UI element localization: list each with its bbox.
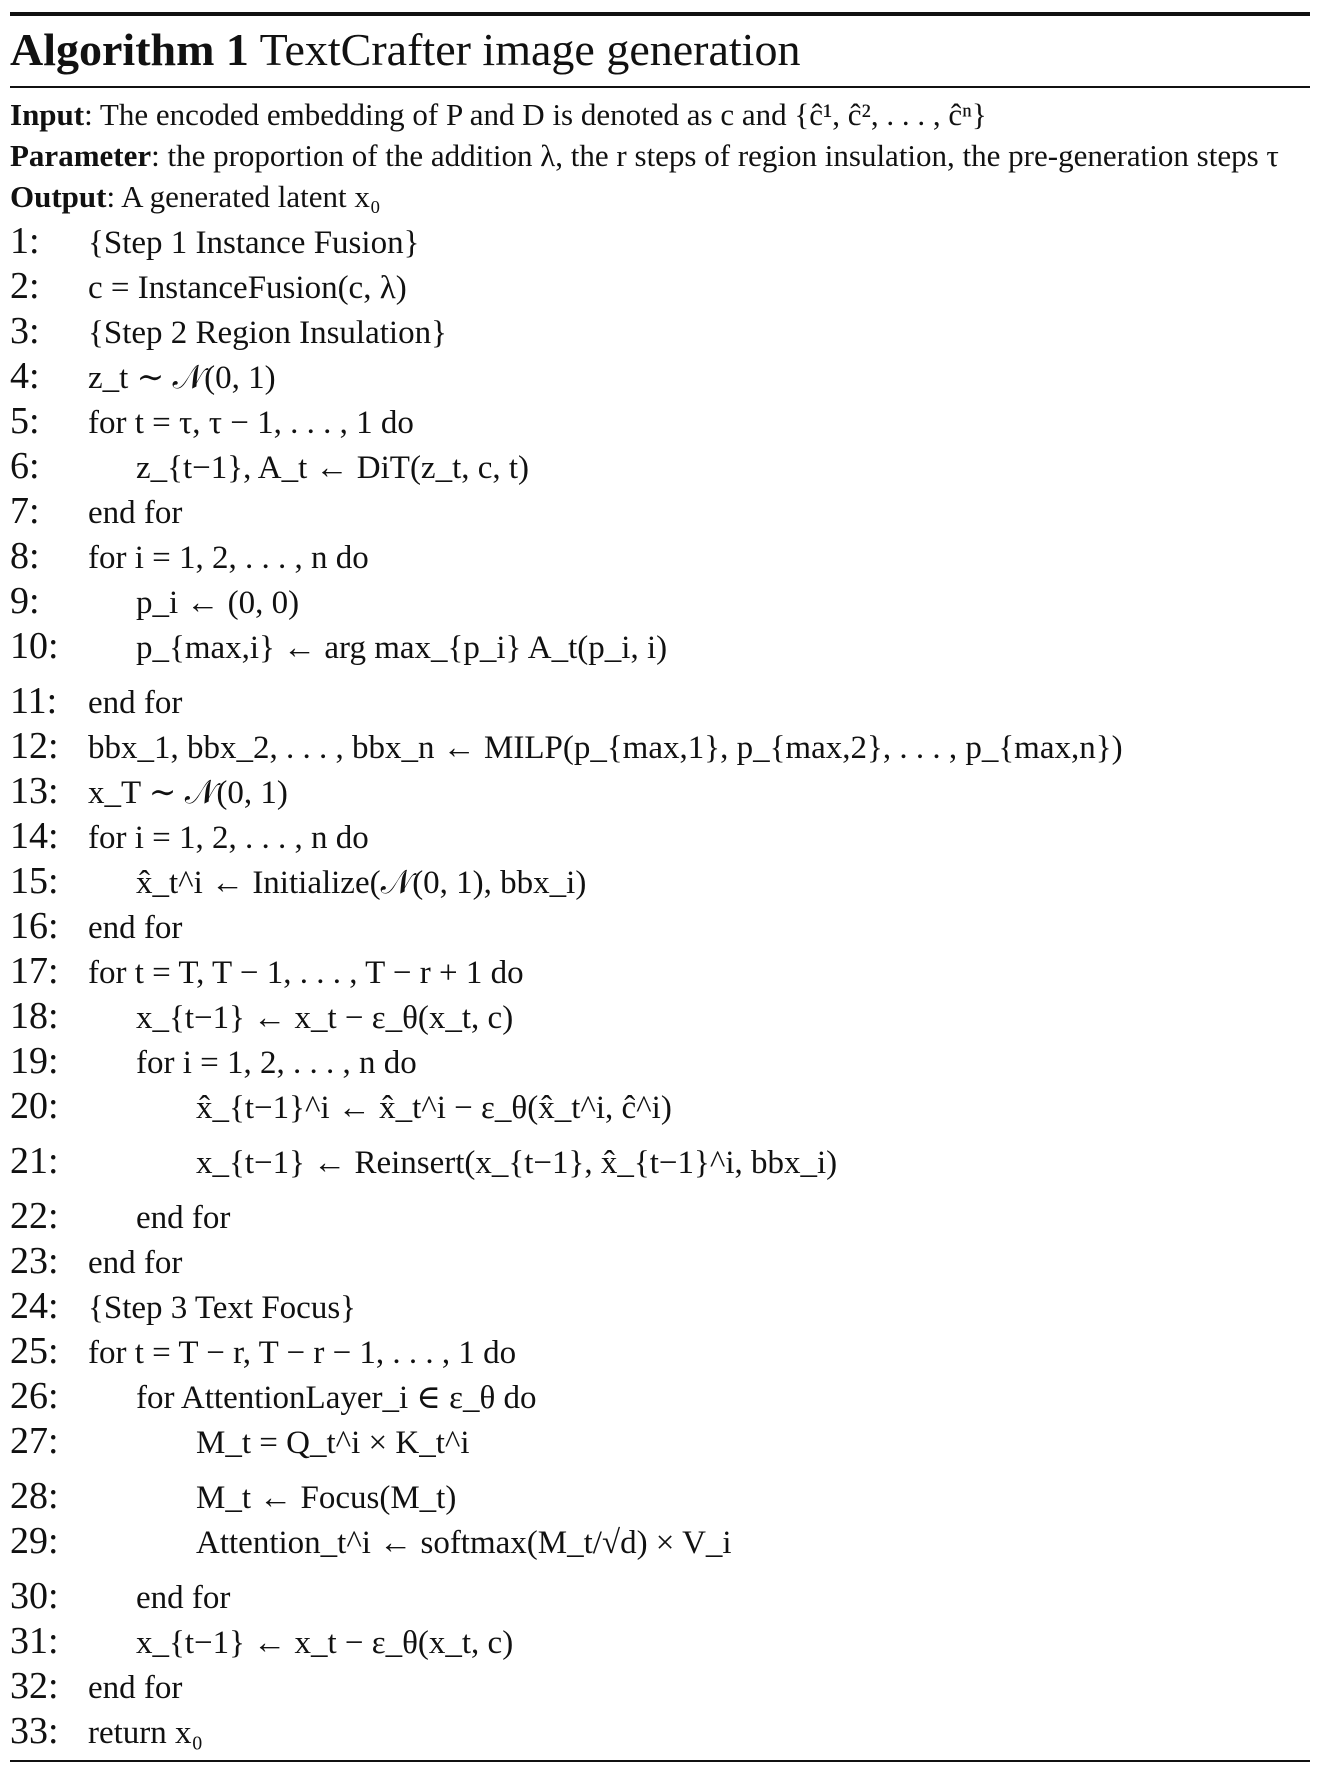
line-code: for t = T, T − 1, . . . , T − r + 1 do	[88, 955, 524, 991]
algorithm-line	[10, 1664, 1310, 1709]
line-code: end for	[88, 1670, 183, 1706]
line-code: end for	[88, 495, 183, 531]
algorithm-line	[10, 534, 1310, 579]
algorithm-line	[10, 264, 1310, 309]
line-number: 30:	[10, 1575, 59, 1617]
line-code: M_t ← Focus(M_t)	[196, 1480, 457, 1516]
line-number: 12:	[10, 725, 59, 767]
line-code: end for	[88, 1245, 183, 1281]
parameter-text: : the proportion of the addition λ, the r steps of region insulation, the pre-generation steps τ	[151, 138, 1279, 173]
line-code: x_{t−1} ← x_t − ε_θ(x_t, c)	[136, 1000, 514, 1036]
line-code: end for	[88, 910, 183, 946]
algorithm-title	[10, 22, 1310, 78]
output-label: Output	[10, 179, 107, 214]
algorithm-line	[10, 624, 1310, 679]
parameter-label: Parameter	[10, 138, 152, 173]
algorithm-line	[10, 724, 1310, 769]
algorithm-line	[10, 579, 1310, 624]
line-code: x̂_{t−1}^i ← x̂_t^i − ε_θ(x̂_t^i, ĉ^i)	[196, 1090, 672, 1126]
line-code: for i = 1, 2, . . . , n do	[88, 820, 369, 856]
line-code: p_{max,i} ← arg max_{p_i} A_t(p_i, i)	[136, 630, 668, 666]
algorithm-line	[10, 219, 1310, 264]
line-number: 3:	[10, 310, 40, 352]
line-number: 27:	[10, 1420, 59, 1462]
line-number: 2:	[10, 265, 40, 307]
line-number: 33:	[10, 1710, 59, 1752]
parameter-row	[10, 135, 1310, 176]
line-code: x̂_t^i ← Initialize(𝒩(0, 1), bbx_i)	[136, 865, 587, 901]
algorithm-line	[10, 1374, 1310, 1419]
algorithm-line	[10, 1284, 1310, 1329]
line-code: end for	[88, 685, 183, 721]
line-number: 17:	[10, 950, 59, 992]
line-code: p_i ← (0, 0)	[136, 585, 300, 621]
line-code: {Step 2 Region Insulation}	[88, 315, 447, 351]
line-number: 24:	[10, 1285, 59, 1327]
line-code: z_{t−1}, A_t ← DiT(z_t, c, t)	[136, 450, 530, 486]
algorithm-line	[10, 1039, 1310, 1084]
line-code: Attention_t^i ← softmax(M_t/√d) × V_i	[196, 1525, 732, 1561]
algorithm-line	[10, 904, 1310, 949]
line-number: 7:	[10, 490, 40, 532]
algorithm-line	[10, 1519, 1310, 1574]
line-code: z_t ∼ 𝒩(0, 1)	[88, 360, 276, 396]
line-code: for i = 1, 2, . . . , n do	[88, 540, 369, 576]
line-number: 32:	[10, 1665, 59, 1707]
line-number: 23:	[10, 1240, 59, 1282]
line-number: 20:	[10, 1085, 59, 1127]
algorithm-line	[10, 354, 1310, 399]
algorithm-line	[10, 679, 1310, 724]
line-number: 31:	[10, 1620, 59, 1662]
line-code: for t = τ, τ − 1, . . . , 1 do	[88, 405, 414, 441]
line-code: x_{t−1} ← x_t − ε_θ(x_t, c)	[136, 1625, 514, 1661]
algorithm-line	[10, 444, 1310, 489]
line-number: 16:	[10, 905, 59, 947]
algorithm-line	[10, 1419, 1310, 1474]
algorithm-line	[10, 1239, 1310, 1284]
line-number: 6:	[10, 445, 40, 487]
line-number: 19:	[10, 1040, 59, 1082]
input-text: : The encoded embedding of P and D is denoted as c and {ĉ¹, ĉ², . . . , ĉⁿ}	[84, 97, 987, 132]
top-rule	[10, 12, 1310, 16]
line-number: 21:	[10, 1140, 59, 1182]
line-code: end for	[136, 1580, 231, 1616]
algorithm-line	[10, 1139, 1310, 1194]
line-code: for i = 1, 2, . . . , n do	[136, 1045, 417, 1081]
line-number: 26:	[10, 1375, 59, 1417]
line-code: return x₀	[88, 1715, 204, 1751]
input-label: Input	[10, 97, 85, 132]
line-number: 29:	[10, 1520, 59, 1562]
algorithm-line	[10, 1709, 1310, 1754]
line-code: x_{t−1} ← Reinsert(x_{t−1}, x̂_{t−1}^i, bbx_i)	[196, 1145, 838, 1181]
algorithm-line	[10, 1619, 1310, 1664]
line-number: 5:	[10, 400, 40, 442]
algorithm-line	[10, 1574, 1310, 1619]
line-number: 8:	[10, 535, 40, 577]
line-number: 10:	[10, 625, 59, 667]
title-rule	[10, 86, 1310, 88]
line-code: {Step 3 Text Focus}	[88, 1290, 357, 1326]
line-code: bbx_1, bbx_2, . . . , bbx_n ← MILP(p_{max,1}, p_{max,2}, . . . , p_{max,n})	[88, 730, 1123, 766]
algorithm-line	[10, 1474, 1310, 1519]
algorithm-line	[10, 309, 1310, 354]
line-number: 22:	[10, 1195, 59, 1237]
line-number: 1:	[10, 220, 40, 262]
output-row	[10, 176, 1310, 217]
line-number: 25:	[10, 1330, 59, 1372]
algorithm-line	[10, 1329, 1310, 1374]
algorithm-line	[10, 1194, 1310, 1239]
algorithm-line	[10, 949, 1310, 994]
line-code: end for	[136, 1200, 231, 1236]
algorithm-label: Algorithm 1	[10, 24, 249, 75]
algorithm-line	[10, 1084, 1310, 1139]
line-number: 28:	[10, 1475, 59, 1517]
line-code: {Step 1 Instance Fusion}	[88, 225, 420, 261]
line-number: 4:	[10, 355, 40, 397]
line-number: 14:	[10, 815, 59, 857]
line-code: for t = T − r, T − r − 1, . . . , 1 do	[88, 1335, 517, 1371]
algorithm-line	[10, 399, 1310, 444]
line-number: 18:	[10, 995, 59, 1037]
line-number: 9:	[10, 580, 40, 622]
algorithm-block	[10, 12, 1310, 1762]
output-text: : A generated latent x₀	[106, 179, 381, 214]
line-code: c = InstanceFusion(c, λ)	[88, 270, 407, 306]
line-code: M_t = Q_t^i × K_t^i	[196, 1425, 470, 1461]
algorithm-line	[10, 489, 1310, 534]
algorithm-line	[10, 814, 1310, 859]
line-number: 13:	[10, 770, 59, 812]
line-code: x_T ∼ 𝒩(0, 1)	[88, 775, 288, 811]
line-code: for AttentionLayer_i ∈ ε_θ do	[136, 1380, 537, 1416]
algorithm-line	[10, 769, 1310, 814]
line-number: 11:	[10, 680, 58, 722]
input-row	[10, 94, 1310, 135]
algorithm-lines	[10, 219, 1310, 1754]
algorithm-name: TextCrafter image generation	[259, 24, 801, 75]
bottom-rule	[10, 1760, 1310, 1762]
algorithm-line	[10, 859, 1310, 904]
algorithm-line	[10, 994, 1310, 1039]
line-number: 15:	[10, 860, 59, 902]
